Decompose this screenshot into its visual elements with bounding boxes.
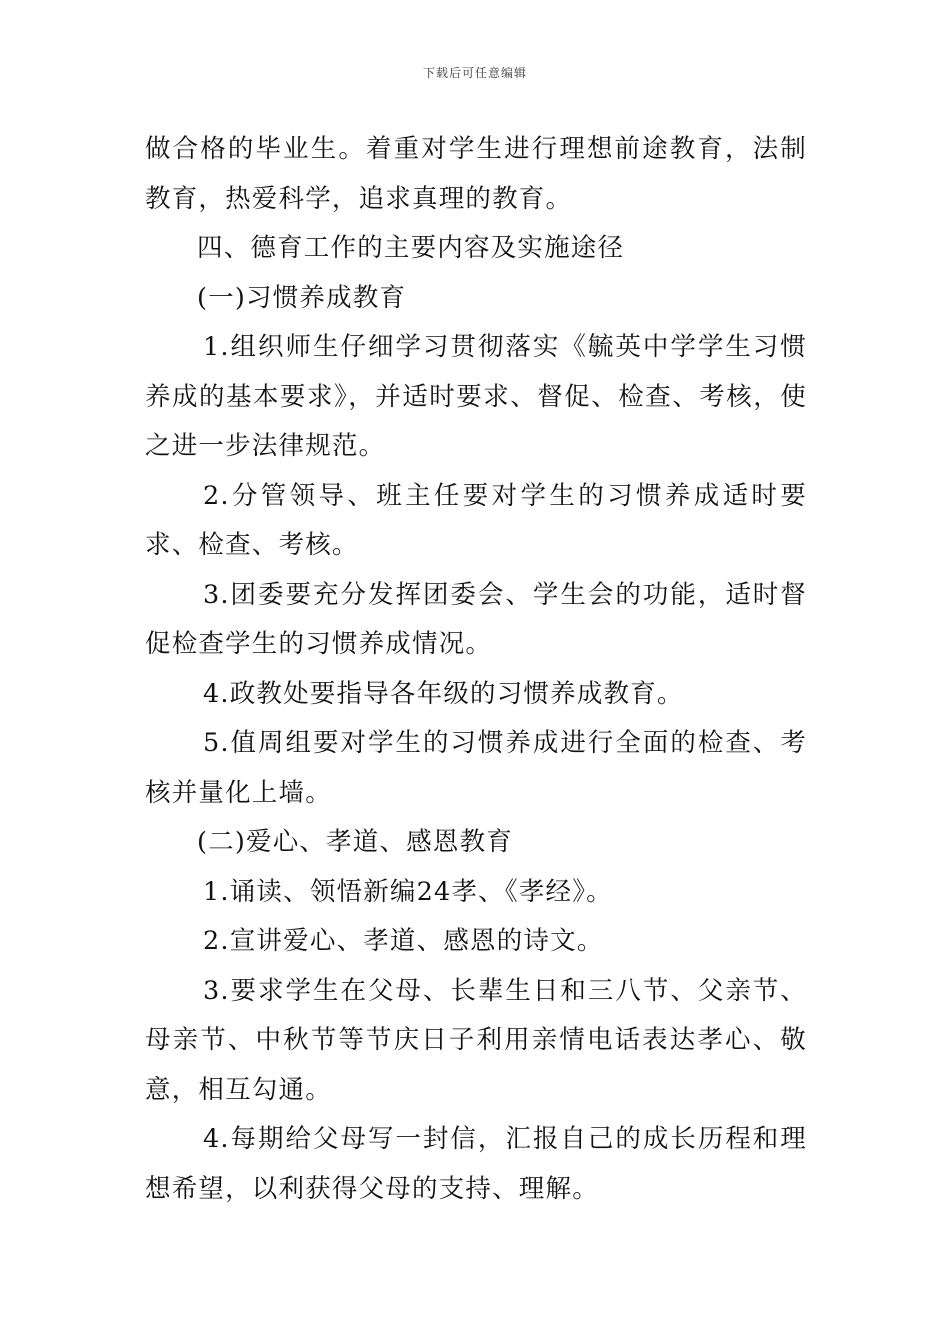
subsection-heading-1: (一)习惯养成教育 [197,282,407,313]
list-item: 2.分管领导、班主任要对学生的习惯养成适时要求、检查、考核。 [145,480,807,560]
list-item: 1.组织师生仔细学习贯彻落实《毓英中学学生习惯养成的基本要求》，并适时要求、督促、检查、考核，使之进一步法律规范。 [145,332,807,461]
list-item: 5.值周组要对学生的习惯养成进行全面的检查、考核并量化上墙。 [145,728,807,808]
paragraph-intro: 做合格的毕业生。着重对学生进行理想前途教育，法制教育，热爱科学，追求真理的教育。 [145,134,807,214]
list-item: 1.诵读、领悟新编24孝、《孝经》。 [203,876,613,907]
list-item: 3.要求学生在父母、长辈生日和三八节、父亲节、母亲节、中秋节等节庆日子利用亲情电话表达孝心、敬意，相互勾通。 [145,975,807,1105]
subsection-heading-2: (二)爱心、孝道、感恩教育 [197,827,513,857]
list-item: 3.团委要充分发挥团委会、学生会的功能，适时督促检查学生的习惯养成情况。 [145,579,807,659]
document-body [145,125,807,1214]
list-item: 2.宣讲爱心、孝道、感恩的诗文。 [203,926,604,956]
list-item: 4.政教处要指导各年级的习惯养成教育。 [203,678,684,709]
page-header: 下载后可任意编辑 [422,66,527,80]
list-item: 4.每期给父母写一封信，汇报自己的成长历程和理想希望，以利获得父母的支持、理解。 [145,1124,807,1204]
section-heading-4: 四、德育工作的主要内容及实施途径 [197,233,625,263]
